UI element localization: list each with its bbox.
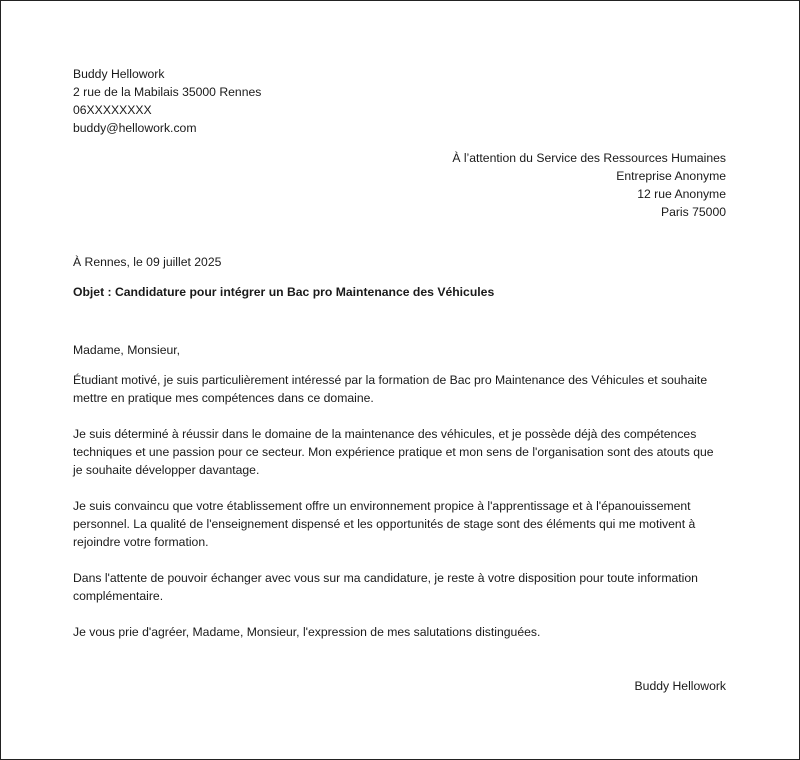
recipient-city: Paris 75000 (660, 205, 726, 219)
body-paragraph: Je suis convaincu que votre établissement offre un environnement propice à l'apprentissage et à l'épanouissement personnel. La qualité de l'enseignement dispensé et les opportunités de stage sont des éléments qui me motivent à rejoindre votre formation. (73, 499, 696, 549)
letter-salutation: Madame, Monsieur, (73, 343, 181, 357)
letter-subject: Objet : Candidature pour intégrer un Bac pro Maintenance des Véhicules (73, 285, 495, 299)
body-paragraph: Je vous prie d'agréer, Madame, Monsieur, l'expression de mes salutations distinguées. (73, 625, 541, 639)
sender-email: buddy@hellowork.com (73, 121, 197, 135)
sender-address: 2 rue de la Mabilais 35000 Rennes (73, 85, 262, 99)
recipient-street: 12 rue Anonyme (637, 187, 726, 201)
body-paragraph: Je suis déterminé à réussir dans le domaine de la maintenance des véhicules, et je possède déjà des compétences techniques et une passion pour ce secteur. Mon expérience pratique et mon sens de l'organisation sont des atouts que je souhaite développer davantage. (73, 427, 714, 477)
recipient-attention: À l’attention du Service des Ressources Humaines (452, 151, 726, 165)
letter-signature: Buddy Hellowork (634, 679, 726, 693)
sender-block (73, 65, 726, 137)
letter-body (73, 371, 726, 641)
letter-date: À Rennes, le 09 juillet 2025 (73, 255, 222, 269)
body-paragraph: Étudiant motivé, je suis particulièrement intéressé par la formation de Bac pro Maintenance des Véhicules et souhaite mettre en pratique mes compétences dans ce domaine. (73, 373, 708, 405)
recipient-block (73, 149, 726, 221)
recipient-company: Entreprise Anonyme (616, 169, 726, 183)
sender-phone: 06XXXXXXXX (73, 103, 152, 117)
letter-content (73, 65, 726, 695)
body-paragraph: Dans l'attente de pouvoir échanger avec vous sur ma candidature, je reste à votre disposition pour toute information complémentaire. (73, 571, 698, 603)
sender-name: Buddy Hellowork (73, 67, 165, 81)
